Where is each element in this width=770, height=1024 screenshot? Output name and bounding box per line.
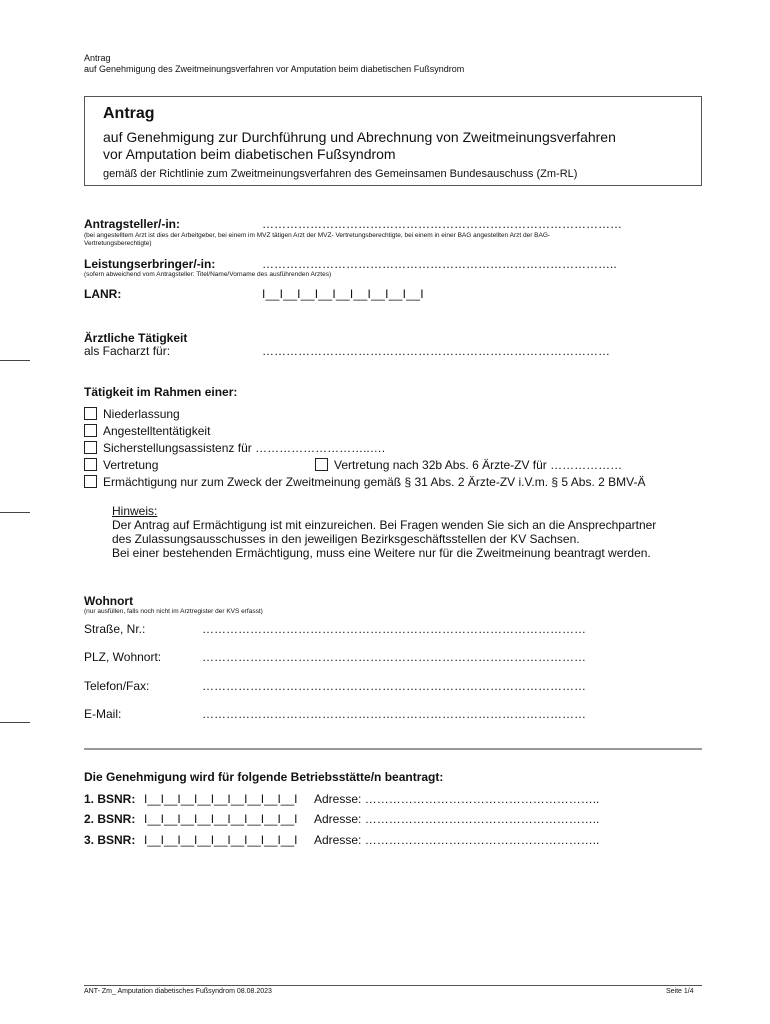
residence-note: (nur ausfüllen, falls noch nicht im Arztregister der KVS erfasst)	[84, 608, 263, 615]
header-line1: Antrag	[84, 53, 111, 63]
email-field[interactable]: ……………………………………………………………………………………	[202, 707, 586, 721]
option-vertretung[interactable]	[84, 458, 158, 472]
residence-heading: Wohnort	[84, 594, 134, 608]
provider-field[interactable]: ……………………………………………………………………………..	[262, 257, 617, 271]
medical-heading: Ärztliche Tätigkeit	[84, 331, 188, 345]
approval-heading: Die Genehmigung wird für folgende Betriebsstätte/n beantragt:	[84, 770, 444, 784]
subtitle-line1: auf Genehmigung zur Durchführung und Abrechnung von Zweitmeinungsverfahren	[103, 129, 616, 145]
applicant-label: Antragsteller/-in:	[84, 217, 181, 231]
footer-divider	[84, 985, 702, 986]
street-label: Straße, Nr.:	[84, 622, 146, 636]
bsnr1-field[interactable]: I__I__I__I__I__I__I__I__I__I	[144, 792, 298, 806]
option-vertretung32b[interactable]	[315, 458, 622, 472]
bsnr1-label: 1. BSNR:	[84, 792, 136, 806]
applicant-field[interactable]: ………………………………………………………………………………	[262, 217, 622, 231]
plz-field[interactable]: ……………………………………………………………………………………	[202, 650, 586, 664]
bsnr3-label: 3. BSNR:	[84, 833, 136, 847]
punch-mark	[0, 512, 30, 513]
hint-title: Hinweis:	[112, 504, 158, 518]
medical-field[interactable]: ……………………………………………………………………………	[262, 344, 610, 358]
footer-page: Seite 1/4	[666, 988, 694, 995]
bsnr3-field[interactable]: I__I__I__I__I__I__I__I__I__I	[144, 833, 298, 847]
label-niederlassung: Niederlassung	[103, 407, 180, 421]
medical-label: als Facharzt für:	[84, 344, 171, 358]
phone-field[interactable]: ……………………………………………………………………………………	[202, 679, 586, 693]
option-niederlassung[interactable]	[84, 407, 180, 421]
option-angestellt[interactable]	[84, 424, 210, 438]
title-box	[84, 96, 702, 186]
bsnr2-label: 2. BSNR:	[84, 812, 136, 826]
hint-line2: des Zulassungsausschusses in den jeweiligen Bezirksgeschäftsstellen der KV Sachsen.	[112, 532, 580, 546]
checkbox-vertretung32b[interactable]	[315, 458, 328, 471]
applicant-note1: (bei angestelltem Arzt ist dies der Arbeitgeber, bei einem im MVZ tätigen Arzt der MVZ- Vertretungsberechtigte, bei einem in einer BAG angestellten Arzt der BAG-	[84, 232, 551, 239]
label-ermaechtigung: Ermächtigung nur zum Zweck der Zweitmeinung gemäß § 31 Abs. 2 Ärzte-ZV i.V.m. § 5 Abs. 2 BMV-Ä	[103, 475, 646, 489]
title: Antrag	[103, 105, 155, 122]
activity-heading: Tätigkeit im Rahmen einer:	[84, 385, 238, 399]
hint-line3: Bei einer bestehenden Ermächtigung, muss eine Weitere nur für die Zweitmeinung beantragt werden.	[112, 546, 651, 560]
bsnr2-address[interactable]: Adresse: …………………………………………………..	[314, 812, 600, 826]
checkbox-sicherstellung[interactable]	[84, 441, 97, 454]
subtitle-line3: gemäß der Richtlinie zum Zweitmeinungsverfahren des Gemeinsamen Bundesauschuss (Zm-RL)	[103, 168, 578, 180]
label-sicherstellung: Sicherstellungsassistenz für ………………………..….	[103, 441, 386, 455]
option-sicherstellung[interactable]	[84, 441, 385, 455]
lanr-field[interactable]: I__I__I__I__I__I__I__I__I__I	[262, 287, 424, 301]
bsnr1-address[interactable]: Adresse: …………………………………………………..	[314, 792, 600, 806]
checkbox-vertretung[interactable]	[84, 458, 97, 471]
bsnr3-address[interactable]: Adresse: …………………………………………………..	[314, 833, 600, 847]
subtitle-line2: vor Amputation beim diabetischen Fußsyndrom	[103, 146, 396, 162]
phone-label: Telefon/Fax:	[84, 679, 150, 693]
option-ermaechtigung[interactable]	[84, 475, 645, 489]
label-angestellt: Angestelltentätigkeit	[103, 424, 211, 438]
label-vertretung32b: Vertretung nach 32b Abs. 6 Ärzte-ZV für ………………	[334, 458, 623, 472]
provider-label: Leistungserbringer/-in:	[84, 257, 216, 271]
fold-mark-top	[0, 360, 30, 361]
plz-label: PLZ, Wohnort:	[84, 650, 162, 664]
header-line2: auf Genehmigung des Zweitmeinungsverfahren vor Amputation beim diabetischen Fußsyndrom	[84, 64, 465, 74]
street-field[interactable]: ……………………………………………………………………………………	[202, 622, 586, 636]
label-vertretung: Vertretung	[103, 458, 159, 472]
provider-note: (sofern abweichend vom Antragsteller: Titel/Name/Vorname des ausführenden Arztes)	[84, 271, 332, 278]
bsnr2-field[interactable]: I__I__I__I__I__I__I__I__I__I	[144, 812, 298, 826]
applicant-note2: Vertretungsberechtigte)	[84, 240, 152, 247]
email-label: E-Mail:	[84, 707, 122, 721]
lanr-label: LANR:	[84, 287, 122, 301]
checkbox-angestellt[interactable]	[84, 424, 97, 437]
fold-mark-bottom	[0, 722, 30, 723]
checkbox-ermaechtigung[interactable]	[84, 475, 97, 488]
footer-left: ANT- Zm_ Amputation diabetisches Fußsyndrom 08.08.2023	[84, 988, 272, 995]
checkbox-niederlassung[interactable]	[84, 407, 97, 420]
section-divider	[84, 748, 702, 750]
hint-line1: Der Antrag auf Ermächtigung ist mit einzureichen. Bei Fragen wenden Sie sich an die Ansprechpartner	[112, 518, 657, 532]
